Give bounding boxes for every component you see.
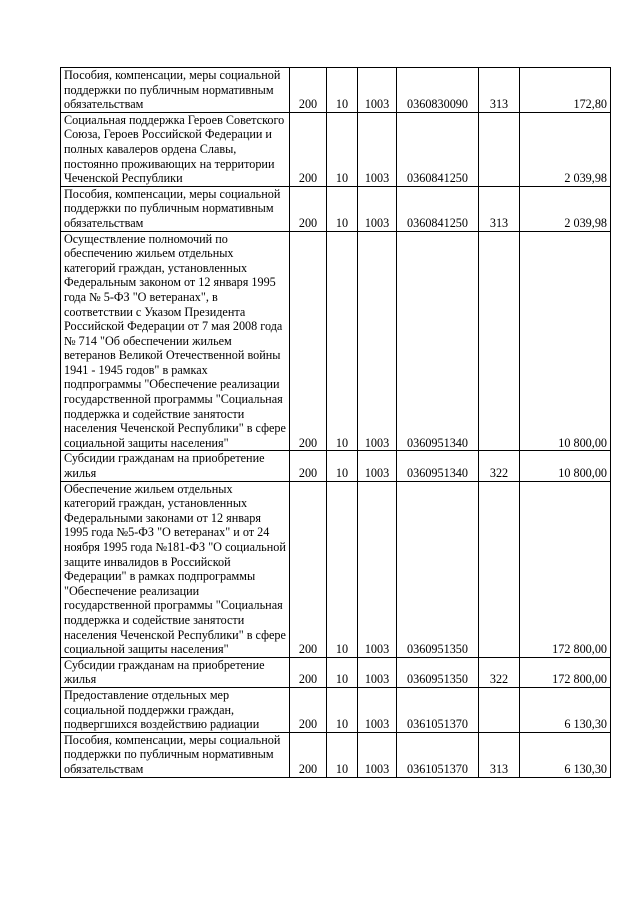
section-code-cell: 10 [327, 481, 358, 657]
amount-cell: 2 039,98 [520, 112, 611, 186]
row-name-cell: Социальная поддержка Героев Советского Союза, Героев Российской Федерации и полных кавалеров ордена Славы, постоянно проживающих на территории Чеченской Республики [61, 112, 290, 186]
section-code-cell: 10 [327, 68, 358, 113]
expense-type-cell [479, 687, 520, 732]
amount-cell: 10 800,00 [520, 451, 611, 481]
amount-cell: 6 130,30 [520, 732, 611, 777]
subsection-code-cell: 1003 [358, 112, 397, 186]
section-code-cell: 10 [327, 657, 358, 687]
ministry-code-cell: 200 [290, 687, 327, 732]
subsection-code-cell: 1003 [358, 451, 397, 481]
table-row [61, 481, 611, 657]
section-code-cell: 10 [327, 231, 358, 451]
expense-type-cell: 313 [479, 186, 520, 231]
expense-type-cell: 313 [479, 732, 520, 777]
target-article-cell: 0360951340 [397, 231, 479, 451]
expense-type-cell [479, 231, 520, 451]
budget-table [60, 67, 611, 778]
table-row [61, 186, 611, 231]
row-name-cell: Субсидии гражданам на приобретение жилья [61, 451, 290, 481]
subsection-code-cell: 1003 [358, 687, 397, 732]
target-article-cell: 0360951350 [397, 481, 479, 657]
row-name-cell: Субсидии гражданам на приобретение жилья [61, 657, 290, 687]
table-row [61, 657, 611, 687]
table-row [61, 68, 611, 113]
table-row [61, 451, 611, 481]
section-code-cell: 10 [327, 687, 358, 732]
expense-type-cell: 313 [479, 68, 520, 113]
ministry-code-cell: 200 [290, 186, 327, 231]
amount-cell: 172 800,00 [520, 657, 611, 687]
target-article-cell: 0360951340 [397, 451, 479, 481]
section-code-cell: 10 [327, 732, 358, 777]
subsection-code-cell: 1003 [358, 68, 397, 113]
target-article-cell: 0361051370 [397, 732, 479, 777]
amount-cell: 172 800,00 [520, 481, 611, 657]
table-row [61, 687, 611, 732]
target-article-cell: 0360841250 [397, 186, 479, 231]
target-article-cell: 0360951350 [397, 657, 479, 687]
expense-type-cell [479, 481, 520, 657]
ministry-code-cell: 200 [290, 451, 327, 481]
ministry-code-cell: 200 [290, 68, 327, 113]
ministry-code-cell: 200 [290, 732, 327, 777]
row-name-cell: Обеспечение жильем отдельных категорий граждан, установленных Федеральными законами от 12 января 1995 года №5-ФЗ "О ветеранах" и от 24 ноября 1995 года №181-ФЗ "О социальной защите инвалидов в Российской Федерации" в рамках подпрограммы "Обеспечение реализации государственной программы "Социальная поддержка и содействие занятости населения Чеченской Республики" в сфере социальной защиты населения" [61, 481, 290, 657]
expense-type-cell [479, 112, 520, 186]
ministry-code-cell: 200 [290, 657, 327, 687]
budget-table-body [61, 68, 611, 778]
row-name-cell: Пособия, компенсации, меры социальной поддержки по публичным нормативным обязательствам [61, 186, 290, 231]
row-name-cell: Предоставление отдельных мер социальной поддержки граждан, подвергшихся воздействию радиации [61, 687, 290, 732]
target-article-cell: 0360841250 [397, 112, 479, 186]
section-code-cell: 10 [327, 112, 358, 186]
target-article-cell: 0360830090 [397, 68, 479, 113]
ministry-code-cell: 200 [290, 112, 327, 186]
table-row [61, 231, 611, 451]
table-row [61, 732, 611, 777]
ministry-code-cell: 200 [290, 481, 327, 657]
amount-cell: 172,80 [520, 68, 611, 113]
section-code-cell: 10 [327, 451, 358, 481]
target-article-cell: 0361051370 [397, 687, 479, 732]
section-code-cell: 10 [327, 186, 358, 231]
subsection-code-cell: 1003 [358, 732, 397, 777]
amount-cell: 10 800,00 [520, 231, 611, 451]
subsection-code-cell: 1003 [358, 186, 397, 231]
subsection-code-cell: 1003 [358, 657, 397, 687]
row-name-cell: Осуществление полномочий по обеспечению жильем отдельных категорий граждан, установленных Федеральным законом от 12 января 1995 года № 5-ФЗ "О ветеранах", в соответствии с Указом Президента Российской Федерации от 7 мая 2008 года № 714 "Об обеспечении жильем ветеранов Великой Отечественной войны 1941 - 1945 годов" в рамках подпрограммы "Обеспечение реализации государственной программы "Социальная поддержка и содействие занятости населения Чеченской Республики" в сфере социальной защиты населения" [61, 231, 290, 451]
row-name-cell: Пособия, компенсации, меры социальной поддержки по публичным нормативным обязательствам [61, 68, 290, 113]
subsection-code-cell: 1003 [358, 481, 397, 657]
expense-type-cell: 322 [479, 657, 520, 687]
table-row [61, 112, 611, 186]
amount-cell: 6 130,30 [520, 687, 611, 732]
subsection-code-cell: 1003 [358, 231, 397, 451]
amount-cell: 2 039,98 [520, 186, 611, 231]
expense-type-cell: 322 [479, 451, 520, 481]
ministry-code-cell: 200 [290, 231, 327, 451]
row-name-cell: Пособия, компенсации, меры социальной поддержки по публичным нормативным обязательствам [61, 732, 290, 777]
